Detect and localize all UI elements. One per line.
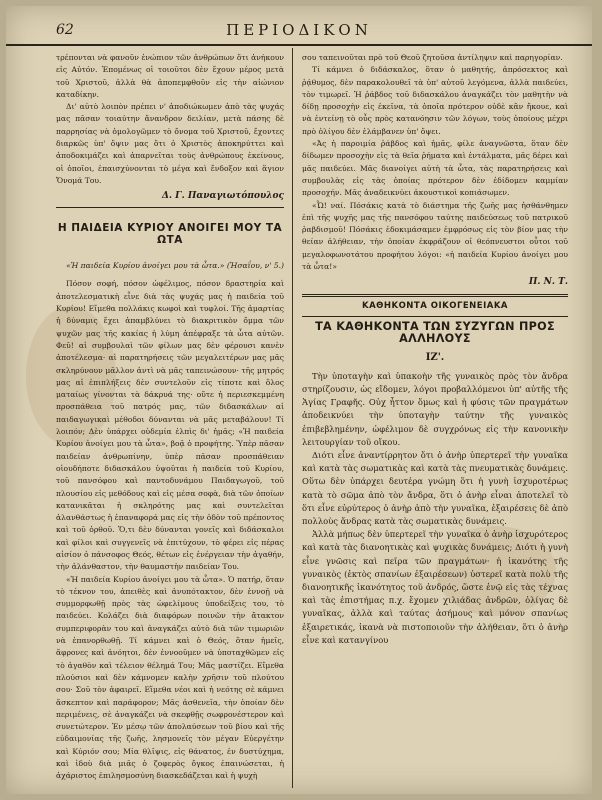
paragraph: Δι' αὐτὸ λοιπὸν πρέπει ν' ἀποδιώκωμεν ἀπὸ τὰς ψυχάς μας πᾶσαν τοιαύτην ἄνανδρον δειλίαν, μετὰ πάσης δὲ παρρησίας νὰ ὁμολογῶμεν τὸ ὄνομα τοῦ Χριστοῦ, ἔχοντες διαρκῶς ὑπ' ὄψιν μας ὅτι ὁ Χριστὸς ἀποκηρύττει καὶ ἀποδοκιμάζει καὶ ἀπαρνεῖται τοὺς ἀνθρώπους ἐκείνους, οἱ ὁποῖοι, ἐπαισχύνονται τὸ μέγα καὶ ἔνδοξον καὶ ἅγιον Ὄνομά Του. [56,102,284,185]
paragraph: τρέπονται νὰ φανοῦν ἐνώπιον τῶν ἀνθρώπων ὅτι ἀνήκουν εἰς Αὐτόν. Ἐπομένως οἱ τοιοῦτοι δὲν ἔχουν μέρος μετὰ τοῦ Χριστοῦ, ἀλλὰ θὰ ἀποπεμφθοῦν εἰς τὴν αἰώνιον καταδίκην. [56,53,284,99]
divider [56,207,284,208]
magazine-page [6,6,592,794]
paragraph: «Ὦ! ναί. Πόσάκις κατὰ τὸ διάστημα τῆς ζωῆς μας ἠσθάνθημεν ἐπὶ τῆς ψυχῆς μας τῆς πανσόφου ταύτης παιδεύσεως τοῦ πατρικοῦ ῥαβδισμοῦ! Πόσάκις ἐδοκιμάσαμεν ἐμφρόσως εἰς τὸν βίον μας τὴν θείαν ἀλήθειαν, τὴν ὁποίαν ἐκφράζουν οἱ θεόπνευστοι οὗτοι τοῦ μεγαλοφωνοτάτου προφήτου λόγοι: «ἡ παιδεία Κυρίου ἀνοίγει μου τὰ ὦτα!» [302,200,568,272]
journal-title: ΠΕΡΙΟΔΙΚΟΝ [226,21,372,39]
paragraph: Τί κάμνει ὁ διδάσκαλος, ὅταν ὁ μαθητής, ἀπρόσεκτος καὶ ῥᾴθυμος, δὲν παρακολουθεῖ τὰ ὑπ' αὐτοῦ λεγόμενα, ἀλλὰ παιδεύει, τὸν τιμωρεῖ. Ἡ ῥάβδος τοῦ διδασκάλου ἀναγκάζει τὸν μαθητὴν νὰ δίδῃ προσοχὴν εἰς ἐκεῖνα, τὰ ὁποῖα πρότερον οὐδὲ κἂν ἤκουε, καὶ νὰ ἐντείνῃ τὸ οὖς πρὸς κατανόησιν τῶν λόγων, τοὺς ὁποίους μέχρι πρὸ ὀλίγου δὲν ἐλάμβανεν ὑπ' ὄψει. [302,65,568,136]
divider [302,316,568,317]
paragraph: «Ἀς ἡ παροιμία ῥάβδος καὶ ἡμᾶς, φίλε ἀναγνῶστα, ὅταν δὲν δίδωμεν προσοχὴν εἰς τὰ θεῖα ῥήματα καὶ ἐντάλματα, μᾶς δέρει καὶ μᾶς παιδεύει. Μᾶς διανοίγει αὐτὴ τὰ ὦτα, τὰς παρατηρήσεις καὶ συμβουλὰς εἰς τὰς ὁποίας πρότερον δὲν ἐδίδομεν καμμίαν προσοχήν. Μᾶς ἀναδεικνύει ἀκουστικοὶ κοπιάσωμεν. [302,139,568,198]
author-signature: Π. Ν. Τ. [528,277,568,288]
page-header [6,20,592,46]
page-number: 62 [56,22,74,38]
article-title: ΤΑ ΚΑΘΗΚΟΝΤΑ ΤΩΝ ΣΥΖΥΓΩΝ ΠΡΟΣ ΑΛΛΗΛΟΥΣ [315,319,555,346]
paragraph: Ἀλλὰ μήπως δὲν ὑπερτερεῖ τὴν γυναῖκα ὁ ἀνὴρ ἰσχυρότερος καὶ κατὰ τὰς διανοητικὰς καὶ ψυχικὰς δυνάμεις; Διότι ἡ γυνὴ εἶνε γνῶσις καὶ πεῖρα τῶν πραγμάτων· ἡ ἱκανότης τῆς γυναικὸς (ἐκτὸς σπανίων ἐξαιρέσεων) ὑστερεῖ κατὰ πολὺ τῆς διανοητικῆς ἱκανότητος τοῦ ἀνδρός, ὥστε ἐνῷ εἰς τὰς τέχνας καὶ τὰς ἐπιστήμας π.χ. ἔχομεν χιλιάδας ἀνδρῶν, ὀλίγας δὲ γυναῖκας, ἀλλὰ καὶ ταύτας ἀσήμους καὶ μόνον σπανίως ἐξαιρετικάς, ἱκανὰ νὰ πιστοποιοῦν τὴν ἀλήθειαν, ὅτι ὁ ἀνὴρ εἶνε καὶ κατανγίνου [302,529,568,645]
paragraph: Πόσον σοφή, πόσον ὠφέλιμος, πόσον δραστηρία καὶ ἀποτελεσματικὴ εἶνε διὰ τὰς ψυχάς μας ἡ παιδεία τοῦ Κυρίου! Εἴμεθα πολλάκις κωφοὶ καὶ τυφλοί. Τῆς ἁμαρτίας ἡ δύναμις ἔχει ἀπαμβλύνει τὸ διακριτικὸν ὄμμα τῶν ψυχῶν μας τῆς κακίας ἡ λύμη ἀπέφραξε τὰ ὦτα αὐτῶν. Φεῦ! αἱ συμβουλαὶ τῶν φίλων μας δὲν φέρουσι κανὲν ἀποτέλεσμα· αἱ παρατηρήσεις τῶν μεγαλειτέρων μας μᾶς σκληρύνουν μᾶλλον ἀντὶ νὰ μᾶς ταπεινώσουν· τῆς μητρός μας αἱ ἐπιπλήξεις δὲν συντελοῦν εἰς τίποτε καὶ ὅλος ματαίως γίνονται τὰ δάκρυά της· οὔτε ἡ περιεσκεμμένη προσπάθεια τοῦ πατρός μας, τῶν διδασκάλων αἱ παιδαγωγικαὶ μέθοδοι δύνανται νὰ μᾶς μεταβάλουν! Τί λοιπόν; Δὲν ὑπάρχει οὐδεμία ἐλπὶς δι' ἡμᾶς; «Ἡ παιδεία Κυρίου ἀνοίγει μου τὰ ὦτα», βοᾷ ὁ προφήτης. Ὑπὲρ πᾶσαν παιδείαν ἀνθρωπίνην, ὑπὲρ πᾶσαν προσπάθειαν οἱουδήποτε διδασκάλου ὑψοῦται ἡ παιδεία τοῦ Κυρίου, τοῦ πανσόφου καὶ παντοδυνάμου Παιδαγωγοῦ, τοῦ πλουσίου εἰς μεθόδους καὶ εἰς μέσα σοφὰ, διὰ τῶν ὁποίων κατανικᾶται ἡ σκληρότης μας καὶ συντελεῖται ἀλανθάστως ἡ ἐπαναφορά μας εἰς τὴν ὁδὸν τοῦ πρέποντος καὶ τοῦ ὀρθοῦ. Ὅ,τι δὲν δύνανται γονεῖς καὶ διδάσκαλοι καὶ φίλοι καὶ συγγενεῖς νὰ ἐπιτύχουν, τὸ φέρει εἰς πέρας αἰσίον ὁ πάνσοφος Θεός, θέτων εἰς ἐνέργειαν τὴν ἀγαθήν, τὴν ἀλάνθαστον, τὴν θαυμαστὴν παιδείαν Του. [56,279,284,572]
section-label: ΚΑΘΗΚΟΝΤΑ ΟΙΚΟΓΕΝΕΙΑΚΑ [361,300,509,311]
paragraph: «Ἡ παιδεία Κυρίου ἀνοίγει μου τὰ ὦτα». Ὁ πατήρ, ὅταν τὸ τέκνον του, ἀπειθὲς καὶ ἀνυπότακτον, δὲν ἐννοῇ νὰ συμμορφωθῇ πρὸς τὰς ὠφελίμους ὑποδείξεις του, τὸ παιδεύει. Κολάζει διὰ διαφόρων ποινῶν τὴν ἄτακτον συμπεριφορὰν του καὶ ἀναγκάζει αὐτὸ διὰ τῶν τιμωριῶν νὰ ἐπανορθωθῇ. Τί κάμνει καὶ ὁ Θεός, ὅταν ἡμεῖς, ἄφρονες καὶ ἀνόητοι, δὲν ἐννοοῦμεν νὰ ὑποταχθῶμεν εἰς τὸ ἀγαθὸν καὶ τέλειον θέλημά Του; Μᾶς μαστίζει. Εἴμεθα πλούσιοι καὶ δὲν κάμνομεν καλὴν χρῆσιν τοῦ πλούτου σου· Σοῦ τὸν ἀφαιρεῖ. Εἴμεθα νέοι καὶ ἡ νεότης σὲ κάμνει ἄσκεπτον καὶ παράφορον; Μᾶς ἀσθενεῖα, τὴν ὁποίαν δὲν περιμένεις, σὲ ἀναγκάζει νὰ σκεφθῇς σωφρονέστερον καὶ συνετώτερον. Ἐν μέσῳ τῶν ἀπολαύσεων τοῦ βίου καὶ τῆς εὐδαιμονίας τῆς ζωῆς, λησμονεῖς τὸν μέγαν Εὐεργέτην καὶ Κύριόν σου; Μία θλῖψις, εἰς θάνατος, ἐν δυστύχημα, καὶ ἰδοὺ διὰ μιᾶς ὁ ζοφερὸς ὄγκος ἐπαινώσεται, ἡ ἀχάριστος ἐπιλησμοσύνη διασκεδάζεται καὶ ἡ ψυχὴ [56,574,284,781]
left-column [56,52,284,790]
paragraph: σου ταπεινοῦται πρὸ τοῦ Θεοῦ ζητοῦσα ἀντίληψιν καὶ παρηγορίαν. [302,53,563,62]
paragraph: Τὴν ὑποταγὴν καὶ ὑπακοὴν τῆς γυναικὸς πρὸς τὸν ἄνδρα στηρίζουσιν, ὡς εἴδομεν, λόγοι προβαλλόμενοι ὑπ' αὐτῆς τῆς Ἁγίας Γραφῆς. Οὐχ ἧττον ὅμως καὶ ἡ φύσις τῶν πραγμάτων ἀποδεικνύει τὴν ὑποταγὴν ταύτην τῆς γυναικὸς ἐπιβεβλημένην, ὠφέλιμον δὲ συγχρόνως εἰς τὴν κανονικὴν λειτουργίαν τοῦ οἴκου. [302,370,568,447]
article-title: Η ΠΑΙΔΕΙΑ ΚΥΡΙΟΥ ΑΝΟΙΓΕΙ ΜΟΥ ΤΑ ΩΤΑ [57,221,283,246]
right-column [302,52,568,790]
part-number: ΙΖ'. [425,351,445,363]
paragraph: Διότι εἶνε ἀναντίρρητον ὅτι ὁ ἀνὴρ ὑπερτερεῖ τὴν γυναῖκα καὶ κατὰ τὰς σωματικὰς καὶ κατὰ τὰς πνευματικὰς δυνάμεις. Οὕτω δὲν ὑπάρχει δευτέρα γνώμη ὅτι ἡ γυνὴ ἰσχυροτέρως κατὰ τὸ σῶμα ἀπὸ τὸν ἄνδρα, ὅτι ὁ ἀνὴρ εἶναι ἀποτελεῖ τὸ ὅτι εἶνε εὐρύτερος ὁ ἀνὴρ ἀπὸ τὴν γυναῖκα, ἐξαιρέσεις δὲ ἀπὸ πολλοὺς ἄνδρας κατὰ τὰς σωματικὰς δυνάμεις. [302,450,568,527]
author-signature: Δ. Γ. Παναγιωτόπουλος [161,191,284,202]
column-divider [292,48,293,788]
epigraph: «Ἡ παιδεία Κυρίου ἀνοίγει μου τὰ ὦτα.» (Ἠσαΐου, ν' 5.) [66,261,284,271]
divider [302,294,568,297]
